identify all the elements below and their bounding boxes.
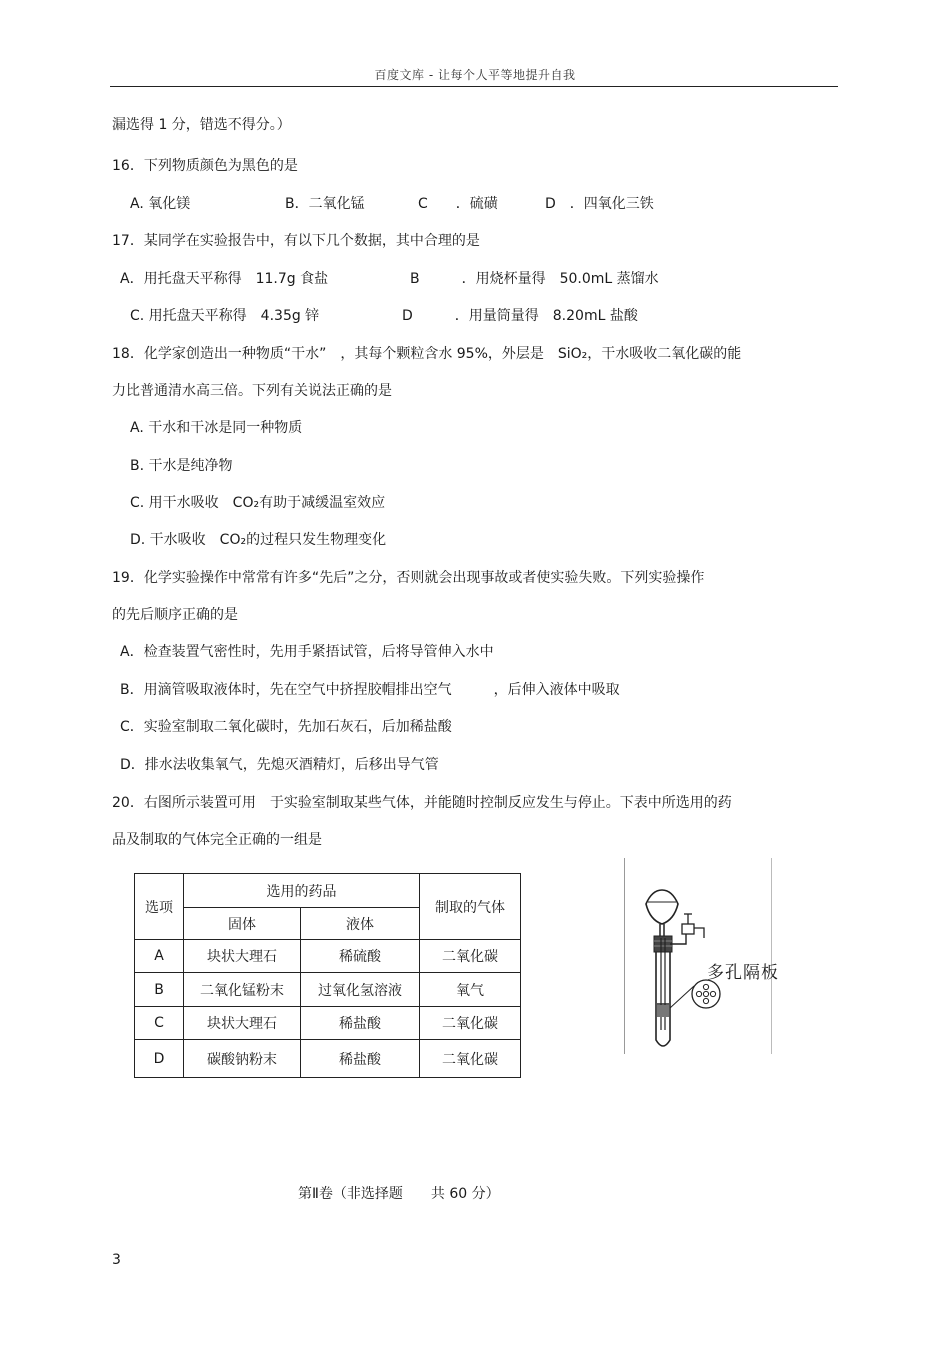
row-gas: 二氧化碳: [420, 1040, 521, 1078]
row-solid: 碳酸钠粉末: [184, 1040, 301, 1078]
page-number: 3: [112, 1252, 121, 1268]
header-gas: 制取的气体: [420, 874, 521, 940]
row-liquid: 稀盐酸: [301, 1007, 420, 1040]
header-option: 选项: [135, 874, 184, 940]
q17-option-a: A．用托盘天平称得 11.7g 食盐: [120, 271, 329, 287]
row-gas: 二氧化碳: [420, 940, 521, 973]
q16-option-a: A. 氧化镁: [130, 196, 191, 212]
question-20-line2: 品及制取的气体完全正确的一组是: [112, 832, 322, 848]
q19-option-b: B．用滴管吸取液体时，先在空气中挤捏胶帽排出空气 ，后伸入液体中吸取: [120, 682, 620, 698]
q19-option-c: C．实验室制取二氧化碳时，先加石灰石，后加稀盐酸: [120, 719, 452, 735]
intro-line: 漏选得 1 分，错选不得分。）: [112, 117, 291, 133]
question-16: 16．下列物质颜色为黑色的是: [112, 158, 298, 174]
gas-generator-diagram: [624, 858, 772, 1054]
row-option: D: [135, 1040, 184, 1078]
row-liquid: 稀盐酸: [301, 1040, 420, 1078]
q18-option-d: D. 干水吸收 CO₂的过程只发生物理变化: [130, 532, 387, 548]
table-row: [135, 973, 521, 1007]
row-gas: 二氧化碳: [420, 1007, 521, 1040]
section-title: 第Ⅱ卷（非选择题 共 60 分）: [298, 1186, 500, 1202]
q19-option-a: A．检查装置气密性时，先用手紧捂试管，后将导管伸入水中: [120, 644, 494, 660]
question-17: 17．某同学在实验报告中，有以下几个数据，其中合理的是: [112, 233, 480, 249]
q17-option-c: C. 用托盘天平称得 4.35g 锌: [130, 308, 320, 324]
q17-option-d: D ．用量筒量得 8.20mL 盐酸: [402, 308, 638, 324]
row-gas: 氧气: [420, 973, 521, 1007]
reagent-table: [134, 873, 521, 1078]
table-row: [135, 940, 521, 973]
header-liquid: 液体: [301, 908, 420, 940]
table-row: [135, 1040, 521, 1078]
question-18-line1: 18．化学家创造出一种物质“干水” ，其每个颗粒含水 95%，外层是 SiO₂，干水吸收二氧化碳的能: [112, 346, 742, 362]
header-drugs: 选用的药品: [184, 874, 420, 908]
apparatus-figure: [624, 858, 779, 1054]
q18-option-a: A. 干水和干冰是同一种物质: [130, 420, 303, 436]
row-liquid: 过氧化氢溶液: [301, 973, 420, 1007]
q18-option-c: C. 用干水吸收 CO₂有助于减缓温室效应: [130, 495, 386, 511]
question-20-line1: 20．右图所示装置可用 于实验室制取某些气体，并能随时控制反应发生与停止。下表中所选用的药: [112, 795, 732, 811]
question-18-line2: 力比普通清水高三倍。下列有关说法正确的是: [112, 383, 392, 399]
row-option: B: [135, 973, 184, 1007]
page-header: 百度文库 - 让每个人平等地提升自我: [374, 68, 576, 82]
header-solid: 固体: [184, 908, 301, 940]
q19-option-d: D．排水法收集氧气，先熄灭酒精灯，后移出导气管: [120, 757, 439, 773]
question-19-line1: 19．化学实验操作中常常有许多“先后”之分，否则就会出现事故或者使实验失败。下列实验操作: [112, 570, 705, 586]
q16-option-c: C ．硫磺: [418, 196, 498, 212]
row-liquid: 稀硫酸: [301, 940, 420, 973]
row-solid: 二氧化锰粉末: [184, 973, 301, 1007]
row-solid: 块状大理石: [184, 1007, 301, 1040]
row-solid: 块状大理石: [184, 940, 301, 973]
q16-option-d: D ．四氧化三铁: [545, 196, 654, 212]
table-row: [135, 1007, 521, 1040]
header-divider: [110, 86, 838, 87]
question-19-line2: 的先后顺序正确的是: [112, 607, 238, 623]
porous-plate-label: 多孔隔板: [707, 963, 779, 983]
row-option: C: [135, 1007, 184, 1040]
q18-option-b: B. 干水是纯净物: [130, 458, 233, 474]
row-option: A: [135, 940, 184, 973]
q16-option-b: B．二氧化锰: [285, 196, 365, 212]
q17-option-b: B ．用烧杯量得 50.0mL 蒸馏水: [410, 271, 659, 287]
